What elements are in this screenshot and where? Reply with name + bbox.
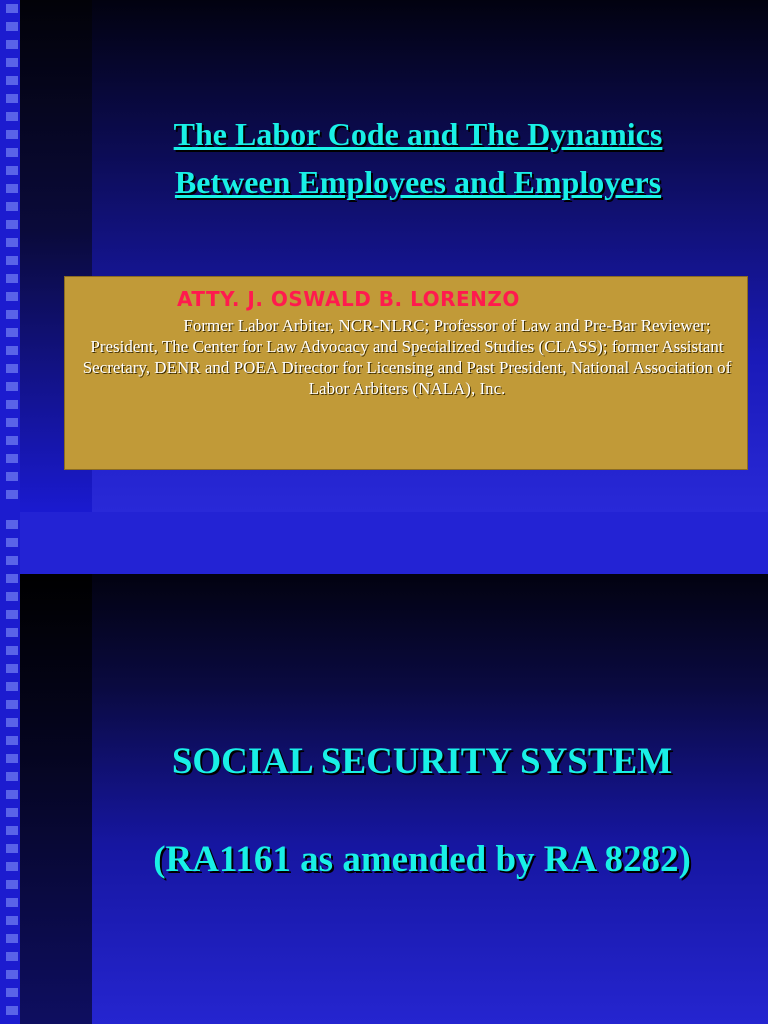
top-band (20, 512, 768, 574)
slide-title (92, 110, 744, 206)
slide-2 (0, 512, 768, 1024)
square-pattern (6, 520, 18, 1024)
dark-column (20, 574, 92, 1024)
author-bio (77, 315, 737, 399)
left-strip (0, 0, 20, 512)
square-pattern (6, 4, 18, 508)
content-panel (92, 574, 768, 1024)
author-name: ATTY. J. OSWALD B. LORENZO (177, 287, 520, 311)
author-bio-text: Former Labor Arbiter, NCR-NLRC; Professor of Law and Pre-Bar Reviewer; President, The Center for Law Advocacy and Specialized Studies (CLASS); former Assistant Secretary, DENR and POEA Director for Licensing and Past President, National Association of Labor Arbiters (NALA), Inc. (82, 316, 732, 398)
title-line-2: Between Employees and Employers (174, 164, 662, 200)
title-line-1: The Labor Code and The Dynamics (173, 116, 663, 152)
left-strip (0, 512, 20, 1024)
slide-subheading: (RA1161 as amended by RA 8282) (153, 839, 691, 880)
slide-heading: SOCIAL SECURITY SYSTEM (171, 741, 673, 782)
author-box (64, 276, 748, 470)
